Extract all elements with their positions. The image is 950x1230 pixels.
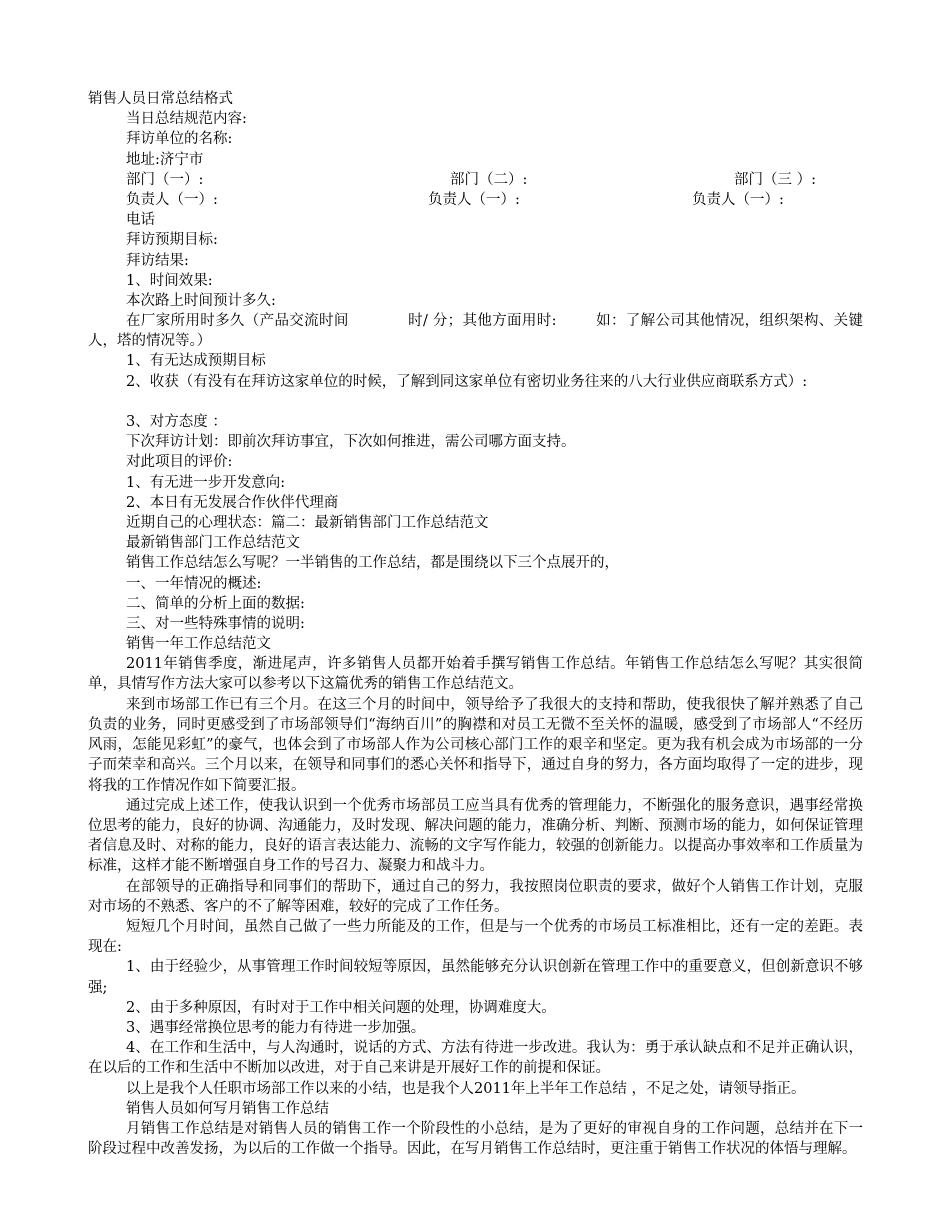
paragraph: 3、遇事经常换位思考的能力有待进一步加强。 xyxy=(126,1019,426,1036)
resp-label-2: 负责人（一）: xyxy=(428,191,520,208)
section-heading: 销售人员如何写月销售工作总结 xyxy=(126,1100,329,1117)
dept-label-1: 部门（一）: xyxy=(126,171,204,188)
paragraph: 1、由于经验少，从事管理工作时间较短等原因，虽然能够充分认识创新在管理工作中的重要意义，但创新意识不够强; xyxy=(88,959,863,996)
document-page xyxy=(88,89,863,1159)
spacer xyxy=(88,392,863,412)
doc-title: 销售人员日常总结格式 xyxy=(88,91,233,107)
text-line: 对此项目的评价: xyxy=(126,454,233,471)
text-line: 3、对方态度 ： xyxy=(126,414,227,431)
text-line: 一、一年情况的概述: xyxy=(126,575,262,592)
paragraph: 短短几个月时间，虽然自己做了一些力所能及的工作，但是与一个优秀的市场员工标准相比，还有一定的差距。表现在: xyxy=(88,918,863,956)
resp-label-1: 负责人（一）: xyxy=(126,191,218,208)
resp-label-3: 负责人（一）: xyxy=(692,191,784,208)
paragraph: 来到市场部工作已有三个月。在这三个月的时间中，领导给予了我很大的支持和帮助，使我很快了解并熟悉了自己负责的业务，同时更感受到了市场部领导们“海纳百川”的胸襟和对员工无微不至关怀的温暖，感受到了市场部人“不经历风雨，怎能见彩虹”的豪气，也体会到了市场部人作为公司核心部门工作的艰辛和坚定。更为我有机会成为市场部的一分子而荣幸和高兴。三个月以来，在领导和同事们的悉心关怀和指导下，通过自身的努力，各方面均取得了一定的进步，现将我的工作情况作如下简要汇报。 xyxy=(88,696,863,794)
text-line: 二、简单的分析上面的数据: xyxy=(126,595,305,612)
paragraph: 2011年销售季度，渐进尾声，许多销售人员都开始着手撰写销售工作总结。年销售工作总结怎么写呢？其实很简单，具情写作方法大家可以参考以下这篇优秀的销售工作总结范文。 xyxy=(88,656,863,693)
text-line: 1、时间效果: xyxy=(126,272,213,289)
department-row xyxy=(88,170,863,190)
text-line: 地址:济宁市 xyxy=(126,151,204,168)
paragraph: 以上是我个人任职市场部工作以来的小结，也是我个人2011年上半年工作总结 ，不足之处，请领导指正。 xyxy=(126,1080,806,1097)
text-line: 1、有无达成预期目标 xyxy=(126,353,266,370)
dept-label-3: 部门（三 ）: xyxy=(734,171,816,188)
text-line: 本次路上时间预计多久: xyxy=(126,292,276,309)
text-line: 拜访预期目标: xyxy=(126,232,218,249)
text-line: 销售工作总结怎么写呢？一半销售的工作总结，都是围绕以下三个点展开的， xyxy=(126,555,619,572)
text-line: 拜访结果: xyxy=(126,252,189,269)
text-line: 1、有无进一步开发意向: xyxy=(126,474,286,491)
text-line: 三、对一些特殊事情的说明: xyxy=(126,615,305,632)
text-line: 近期自己的心理状态：篇二：最新销售部门工作总结范文 xyxy=(126,514,489,531)
section-heading: 销售一年工作总结范文 xyxy=(126,636,271,653)
paragraph: 在厂家所用时多久（产品交流时间 时/ 分；其他方面用时: 如：了解公司其他情况，组织架构、关键人，塔的情况等。） xyxy=(88,313,863,350)
paragraph: 4、在工作和生活中，与人沟通时，说话的方式、方法有待进一步改进。我认为：勇于承认缺点和不足并正确认识，在以后的工作和生活中不断加以改进，对于自己来讲是开展好工作的前提和保证。 xyxy=(88,1040,863,1077)
dept-label-2: 部门（二）: xyxy=(450,171,528,188)
paragraph: 月销售工作总结是对销售人员的销售工作一个阶段性的小总结，是为了更好的审视自身的工作问题，总结并在下一阶段过程中改善发扬，为以后的工作做一个指导。因此，在写月销售工作总结时，更注重于销售工作状况的体悟与理解。 xyxy=(88,1120,863,1158)
paragraph: 通过完成上述工作，使我认识到一个优秀市场部员工应当具有优秀的管理能力，不断强化的服务意识，遇事经常换位思考的能力，良好的协调、沟通能力，及时发现、解决问题的能力，准确分析、判断、预测市场的能力，如何保证管理者信息及时、对称的能力，良好的语言表达能力、流畅的文字写作能力，较强的创新能力。以提高办事效率和工作质量为标准，这样才能不断增强自身工作的号召力、凝聚力和战斗力。 xyxy=(88,797,863,875)
paragraph: 2、由于多种原因，有时对于工作中相关问题的处理，协调难度大。 xyxy=(126,999,556,1016)
section-heading: 最新销售部门工作总结范文 xyxy=(126,535,300,552)
responsible-row xyxy=(88,190,863,210)
text-line: 拜访单位的名称: xyxy=(126,131,233,148)
text-line: 电话 xyxy=(126,212,155,229)
text-line: 2、收获（有没有在拜访这家单位的时候，了解到同这家单位有密切业务往来的八大行业供应商联系方式）: xyxy=(126,373,808,390)
text-line: 2、本日有无发展合作伙伴代理商 xyxy=(126,494,339,511)
text-line: 下次拜访计划：即前次拜访事宜，下次如何推进，需公司哪方面支持。 xyxy=(126,434,576,451)
paragraph: 在部领导的正确指导和同事们的帮助下，通过自己的努力，我按照岗位职责的要求，做好个人销售工作计划，克服对市场的不熟悉、客户的不了解等困难，较好的完成了工作任务。 xyxy=(88,878,863,915)
text-line: 当日总结规范内容: xyxy=(126,111,247,128)
